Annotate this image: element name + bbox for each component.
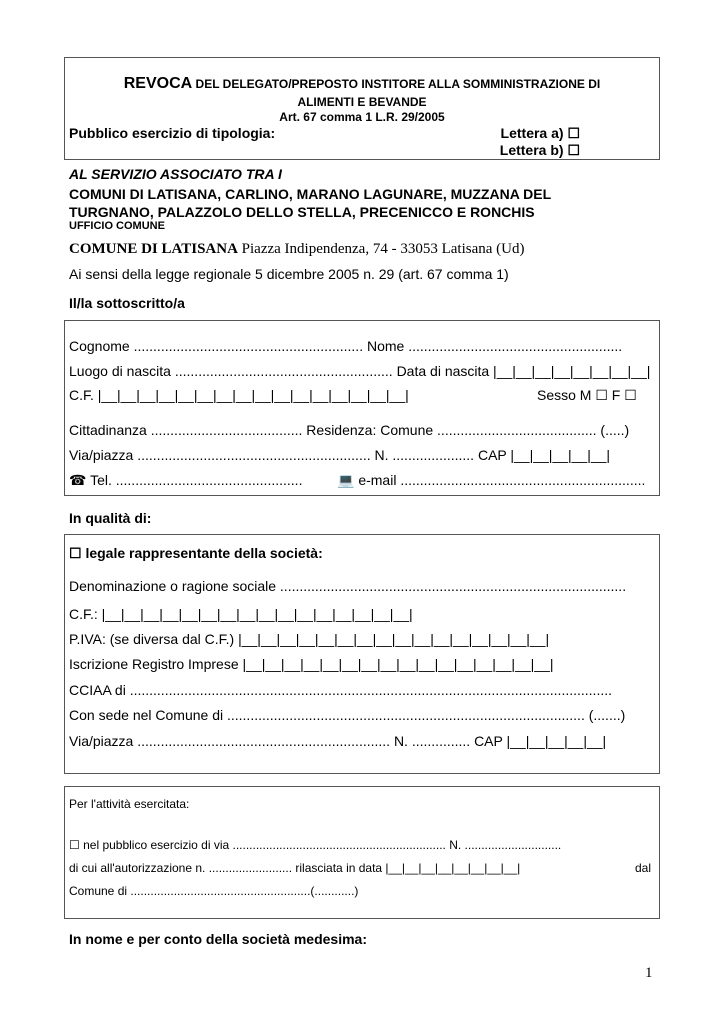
title-rest: DEL DELEGATO/PREPOSTO INSTITORE ALLA SOMMINISTRAZIONE DI — [192, 77, 601, 91]
article-reference: Art. 67 comma 1 L.R. 29/2005 — [279, 110, 445, 124]
activity-comune-field[interactable]: Comune di ......................................................(............) — [69, 884, 359, 898]
form-title — [64, 75, 660, 93]
sede-comune-field[interactable]: Con sede nel Comune di ............................................................................................ (.......) — [69, 707, 626, 723]
person-cf-field[interactable]: C.F. |__|__|__|__|__|__|__|__|__|__|__|__|__|__|__|__| — [69, 387, 409, 403]
denominazione-field[interactable]: Denominazione o ragione sociale ......................................................................................... — [69, 578, 627, 594]
tel-field[interactable]: ☎ Tel. ................................................ — [69, 472, 303, 488]
sesso-checkboxes[interactable]: Sesso M ☐ F ☐ — [537, 387, 637, 403]
autorizzazione-dal: dal — [635, 861, 652, 875]
lettera-b-checkbox[interactable]: Lettera b) ☐ — [499, 142, 580, 158]
activity-heading: Per l'attività esercitata: — [69, 797, 190, 811]
email-field[interactable]: 💻 e-mail ............................................................... — [337, 472, 646, 488]
footer-heading: In nome e per conto della società medesima: — [69, 931, 367, 947]
comune-street: Piazza Indipendenza, 74 - 33053 Latisana (Ud) — [237, 241, 525, 257]
legal-reference: Ai sensi della legge regionale 5 dicembre 2005 n. 29 (art. 67 comma 1) — [69, 266, 509, 282]
ufficio-comune: UFFICIO COMUNE — [69, 220, 165, 232]
legale-rappresentante-checkbox[interactable]: ☐ legale rappresentante della società: — [69, 545, 323, 561]
piva-field[interactable]: P.IVA: (se diversa dal C.F.) |__|__|__|__|__|__|__|__|__|__|__|__|__|__|__|__| — [69, 631, 550, 647]
comuni-line2: TURGNANO, PALAZZOLO DELLO STELLA, PRECENICCO E RONCHIS — [69, 204, 535, 220]
tipologia-label: Pubblico esercizio di tipologia: — [69, 125, 276, 141]
cognome-nome-field[interactable]: Cognome ........................................................... Nome ....................................................... — [69, 338, 623, 354]
page-number: 1 — [645, 965, 653, 981]
title-revoca: REVOCA — [123, 75, 193, 92]
via-cap-field[interactable]: Via/piazza ............................................................ N. ..................... CAP |__|__|__|__|__| — [69, 447, 611, 463]
qualita-heading: In qualità di: — [69, 510, 152, 526]
nascita-field[interactable]: Luogo di nascita ........................................................ Data di nascita |__|__|__|__|__|__|__|__| — [69, 363, 651, 379]
comune-name: COMUNE DI LATISANA — [69, 241, 238, 257]
residenza-field[interactable]: Cittadinanza ....................................... Residenza: Comune ......................................... (.....) — [69, 422, 630, 438]
company-cf-field[interactable]: C.F.: |__|__|__|__|__|__|__|__|__|__|__|__|__|__|__|__| — [69, 606, 413, 622]
company-via-field[interactable]: Via/piazza ................................................................. N. ............... CAP |__|__|__|__|__| — [69, 733, 607, 749]
comune-address — [69, 241, 524, 258]
title-line2: ALIMENTI E BEVANDE — [297, 95, 427, 109]
lettera-a-checkbox[interactable]: Lettera a) ☐ — [500, 125, 580, 141]
pubblico-esercizio-field[interactable]: ☐ nel pubblico esercizio di via ................................................................ N. ............................. — [69, 838, 562, 852]
sottoscritto-heading: Il/la sottoscritto/a — [69, 295, 185, 311]
comuni-line1: COMUNI DI LATISANA, CARLINO, MARANO LAGUNARE, MUZZANA DEL — [69, 186, 552, 202]
registro-imprese-field[interactable]: Iscrizione Registro Imprese |__|__|__|__|__|__|__|__|__|__|__|__|__|__|__|__| — [69, 656, 554, 672]
servizio-associato: AL SERVIZIO ASSOCIATO TRA I — [69, 166, 282, 182]
cciaa-field[interactable]: CCIAA di ............................................................................................................................ — [69, 682, 613, 698]
autorizzazione-field[interactable]: di cui all'autorizzazione n. ......................... rilasciata in data |__|__|__|__|__|__|__|__| — [69, 861, 521, 875]
